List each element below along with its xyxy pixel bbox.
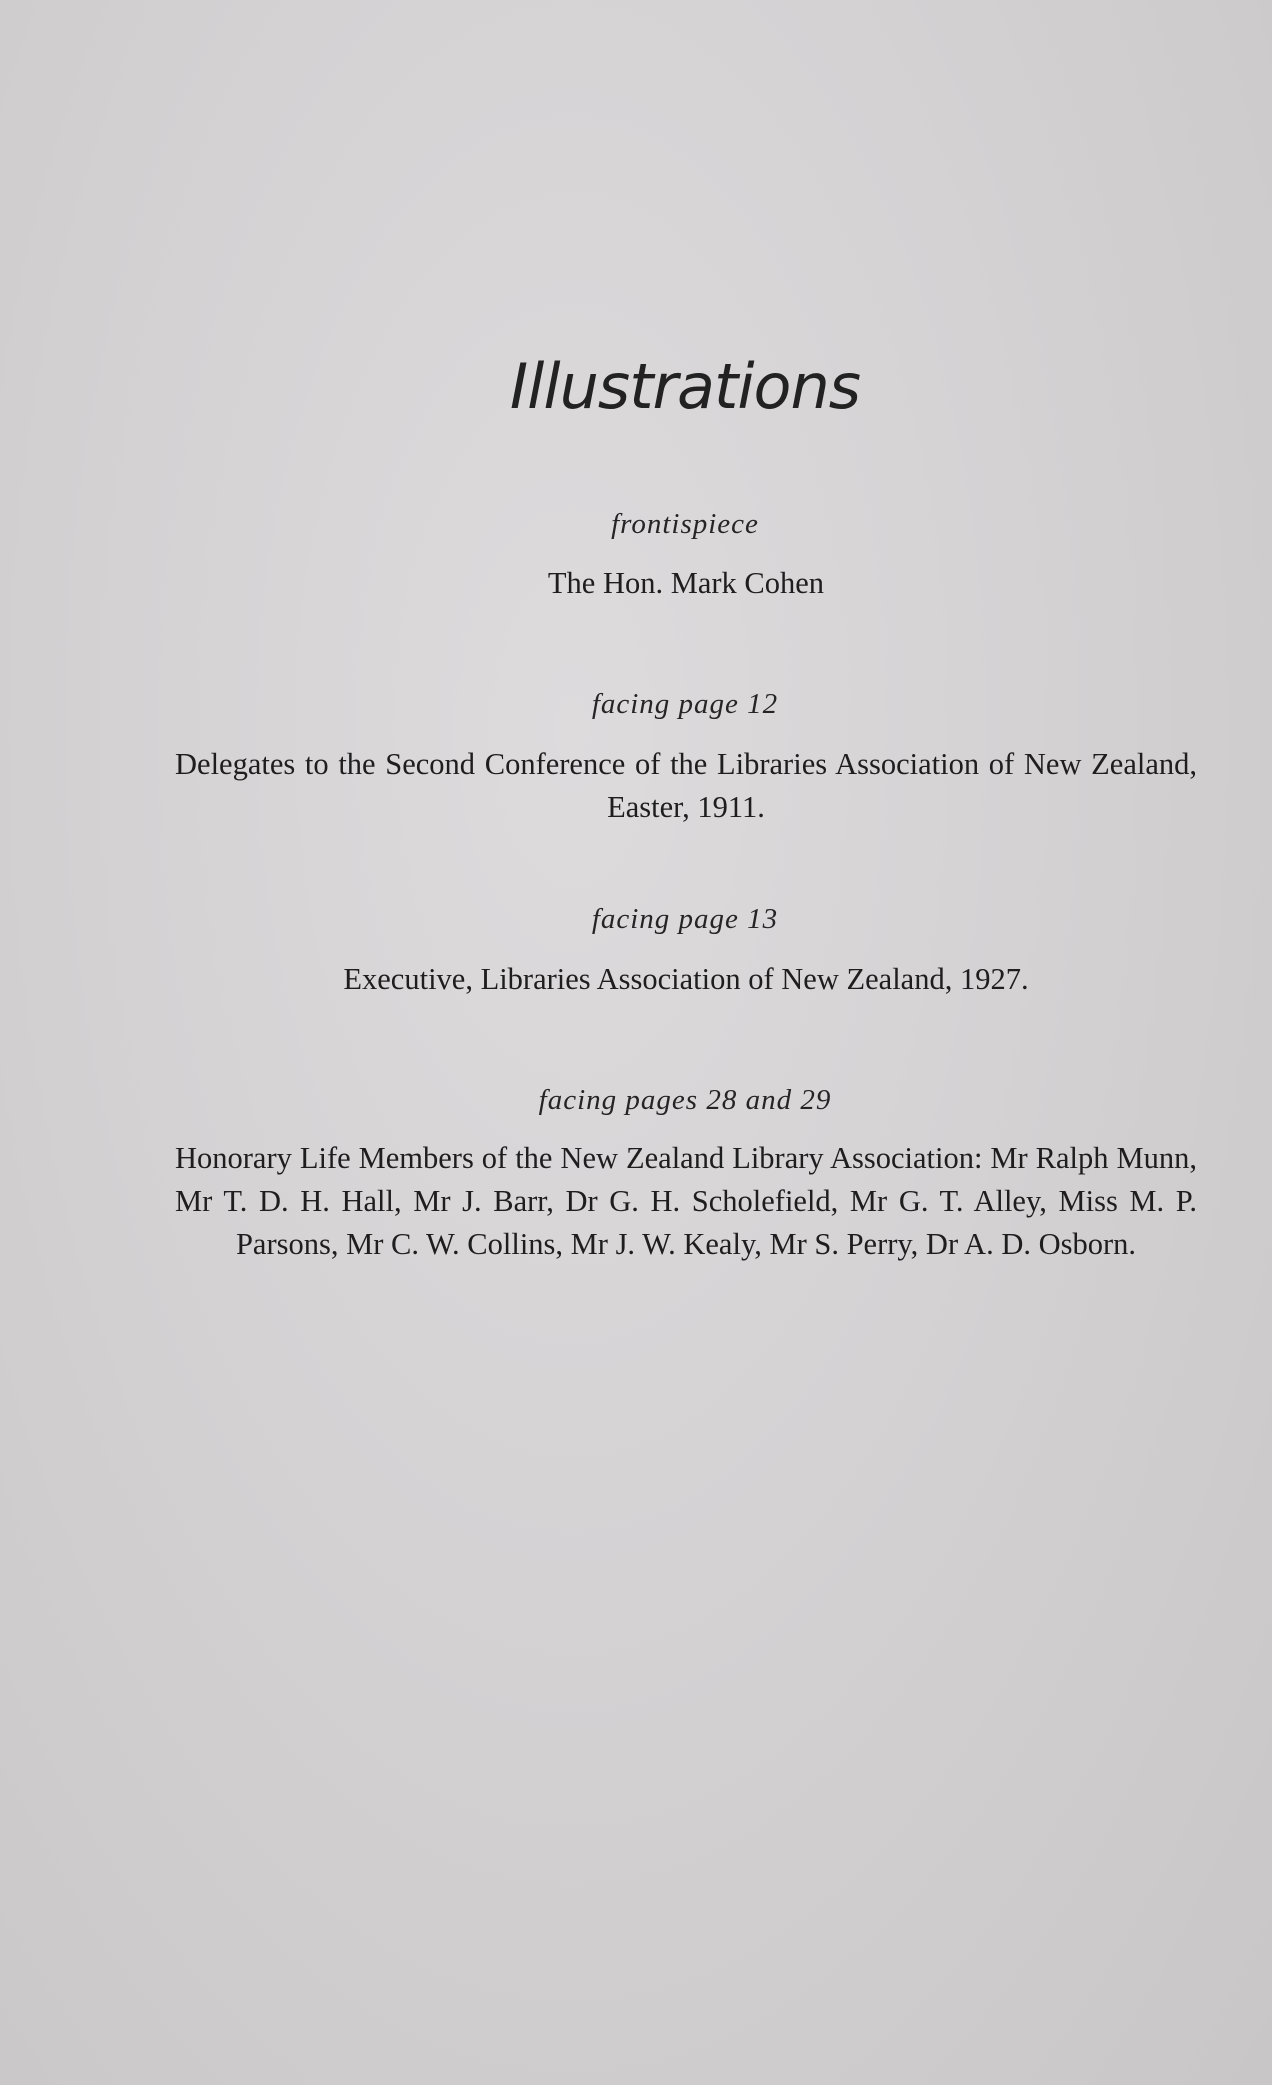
facing-page-13-caption: Executive, Libraries Association of New Zealand, 1927. [343,962,1029,996]
facing-page-12-caption: Delegates to the Second Conference of the Libraries Association of New Zealand, Easter, 1911. [175,747,1197,824]
frontispiece-caption: The Hon. Mark Cohen [547,566,825,600]
facing-page-12-heading: facing page 12 [591,688,779,720]
frontispiece-heading: frontispiece [611,508,759,540]
page-title: Illustrations [509,350,861,423]
facing-pages-28-29-caption: Honorary Life Members of the New Zealand Library Association: Mr Ralph Munn, Mr T. D. H. Hall, Mr J. Barr, Dr G. H. Scholefield, Mr G. T. Alley, Miss M. P. Parsons, Mr C. W. Collins, Mr J. W. Kealy, Mr S. Perry, Dr A. D. Osborn. [175,1141,1197,1261]
facing-pages-28-29-heading: facing pages 28 and 29 [538,1084,832,1116]
facing-page-13-heading: facing page 13 [591,903,779,935]
